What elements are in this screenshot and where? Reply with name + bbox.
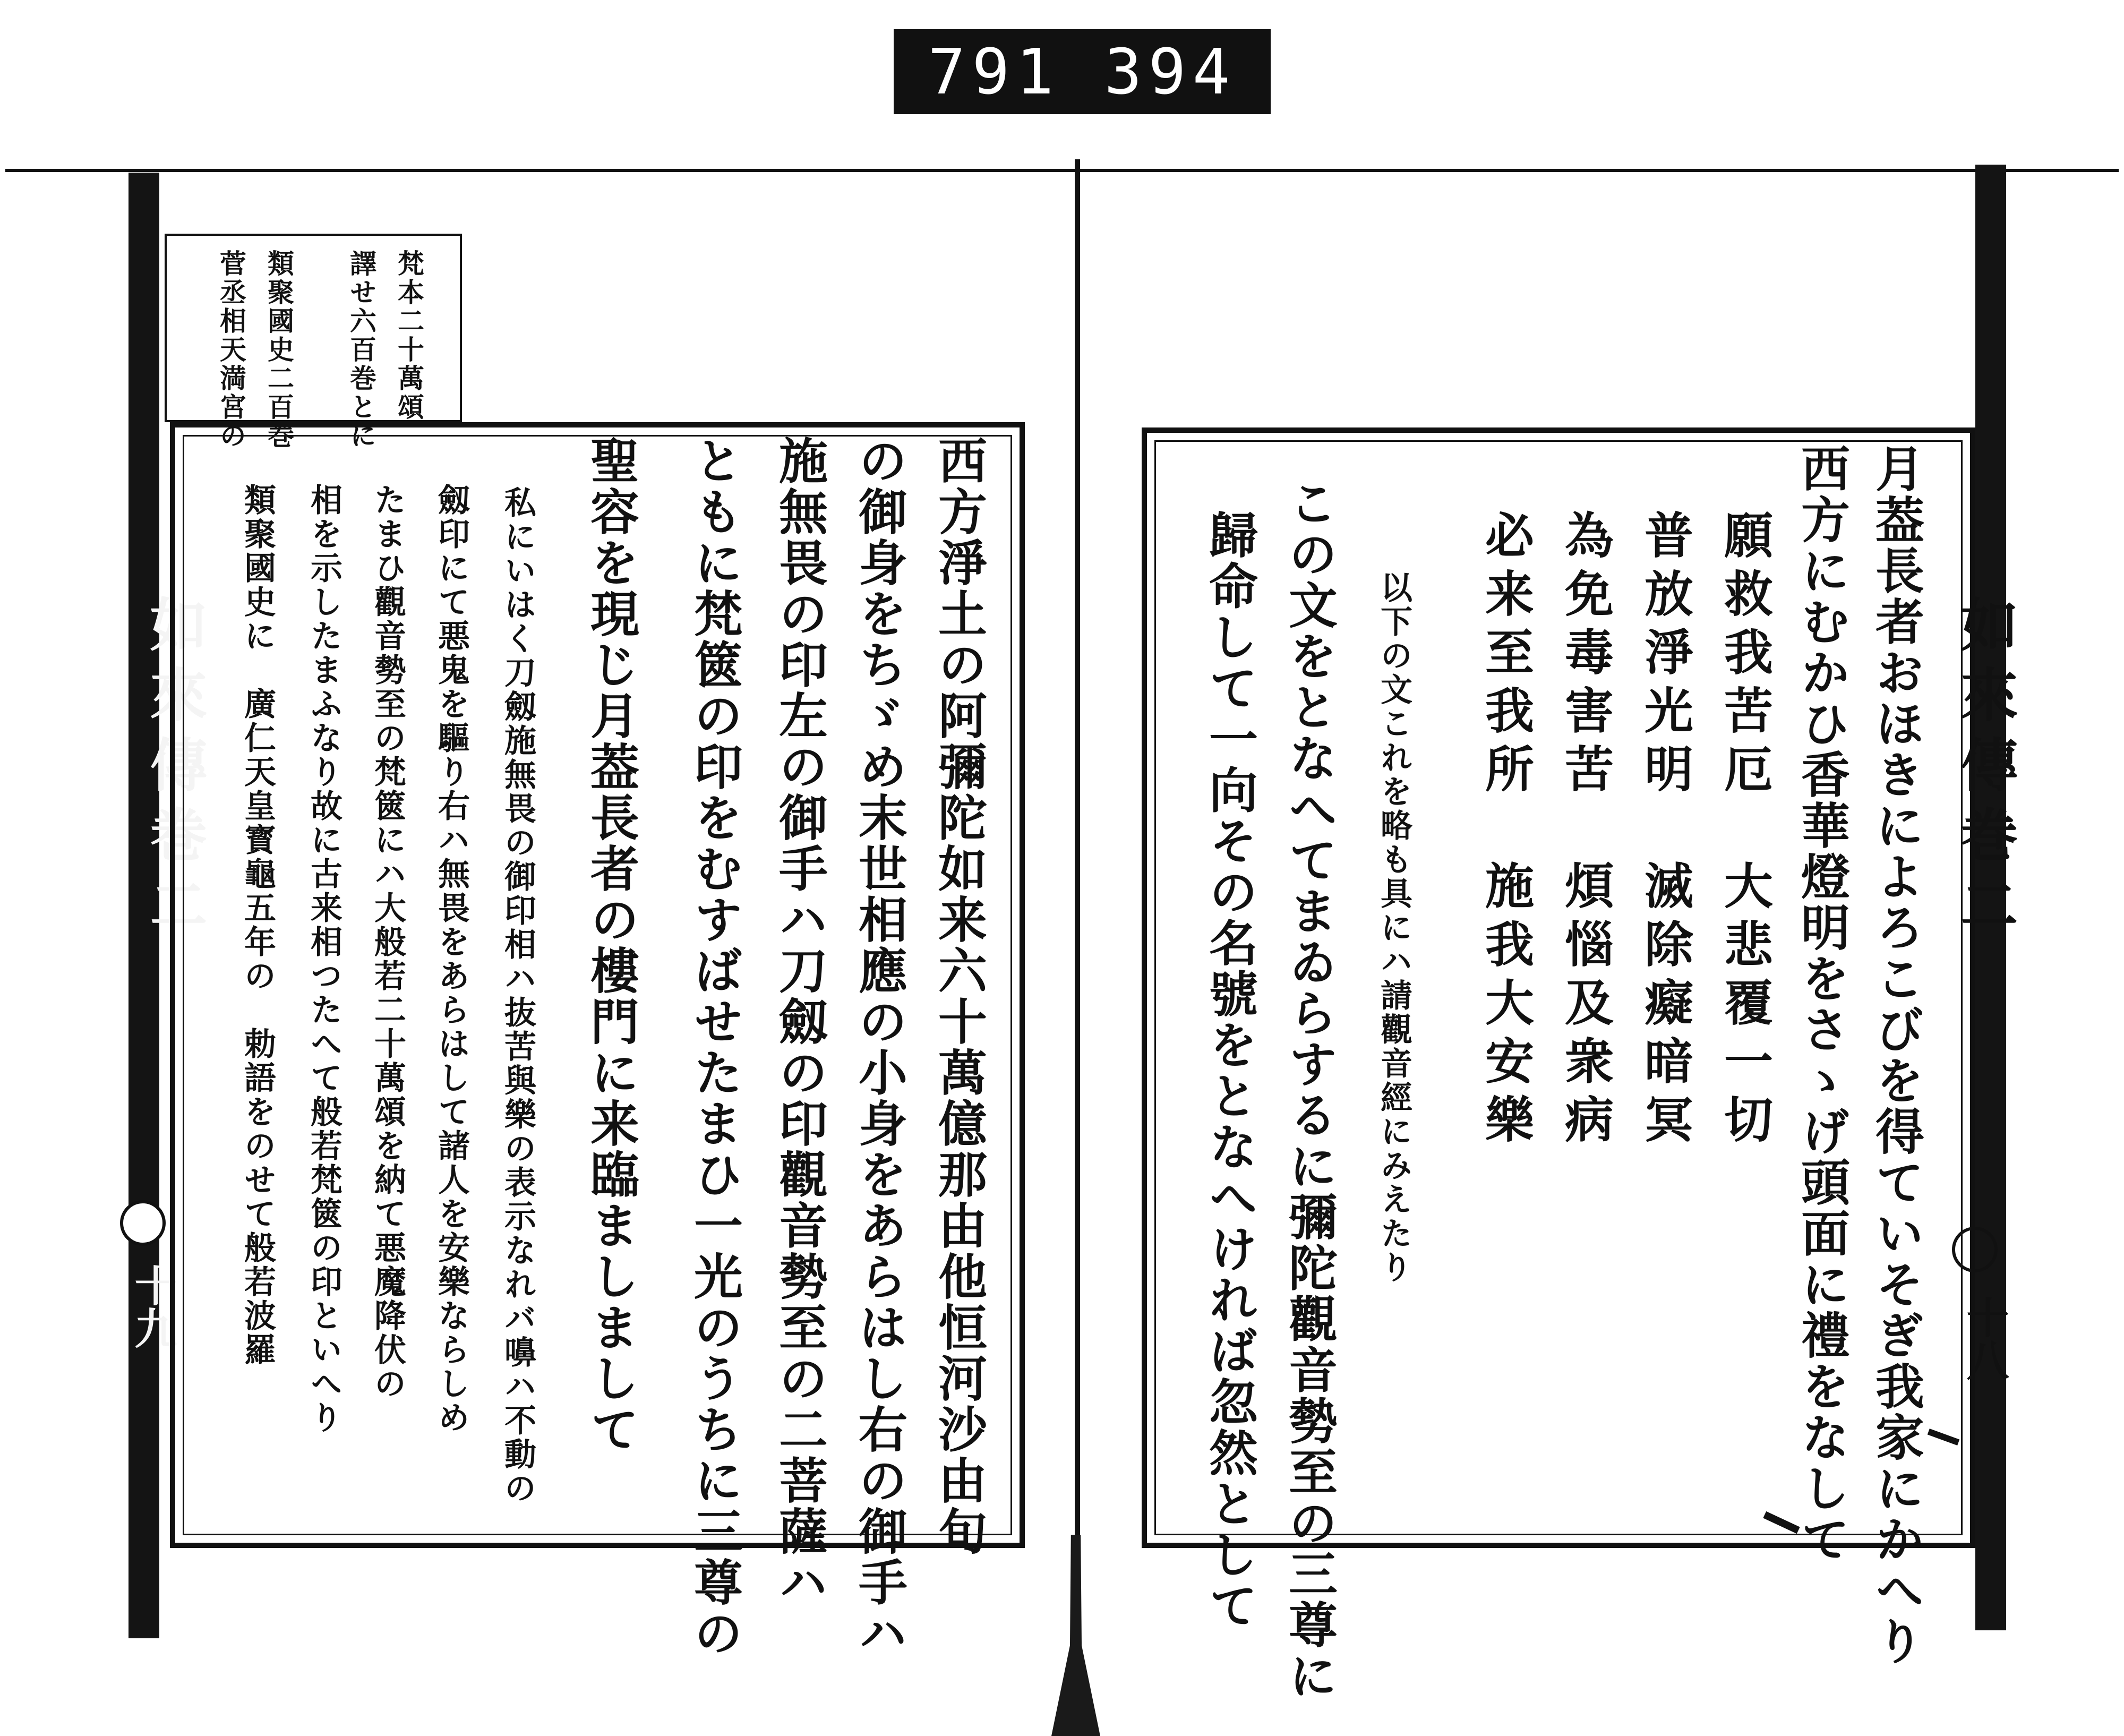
left-text-column-2: の御身をちゞめ末世相應の小身をあらはし右の御手ハ [851, 435, 908, 1659]
commentary-line-3: たまひ觀音勢至の梵篋にハ大般若二十萬頌を納て悪魔降伏の [369, 483, 406, 1401]
right-page-note: 以下の文これを略も具にハ請觀音經にみえたり [1375, 571, 1412, 1285]
marginal-note-line-3: 類聚國史二百巻 [263, 250, 295, 450]
book-spine [1075, 159, 1080, 1736]
commentary-line-1: 私にいはく刀劔施無畏の御印相ハ抜苦與樂の表示なれバ嚊ハ不動の [499, 486, 536, 1506]
left-text-column-3: 施無畏の印左の御手ハ刀劔の印觀音勢至の二菩薩ハ [771, 435, 828, 1608]
catalog-number-label: 791 394 [894, 29, 1271, 114]
commentary-line-5: 類聚國史に 廣仁天皇寳龜五年の 勅語をのせて般若波羅 [239, 483, 276, 1367]
marginal-note-line-2: 譯せ六百巻とに [346, 250, 377, 450]
commentary-line-2: 劔印にて悪鬼を驅り右ハ無畏をあらはして諸人を安樂ならしめ [433, 483, 470, 1435]
verse-line-1: 願救我苦厄 大悲覆一切 [1716, 510, 1774, 1152]
verse-line-2: 普放淨光明 滅除癡暗冥 [1637, 510, 1694, 1152]
commentary-line-4: 相を示したまふなり故に古来相つたへて般若梵篋の印といへり [305, 483, 342, 1435]
right-text-column-4: 歸命して一向その名號をとなへければ忽然として [1201, 510, 1258, 1631]
book-stand [1051, 1535, 1100, 1736]
right-text-column-1: 月葢長者おほきによろこびを得ていそぎ我家にかへり [1868, 443, 1925, 1667]
top-rule-line [5, 169, 2119, 172]
right-folio-number: 十八 [1959, 1296, 2009, 1381]
right-text-column-2: 西方にむかひ香華燈明をさゝげ頭面に禮をなして [1793, 443, 1851, 1565]
right-text-column-3: この文をとなへてまゐらするに彌陀觀音勢至の三尊に [1281, 478, 1338, 1701]
verse-line-3: 為免毒害苦 煩惱及衆病 [1557, 510, 1614, 1152]
right-page-header: 如來傳巻二 [1951, 595, 2018, 945]
left-text-column-1: 西方淨土の阿彌陀如来六十萬億那由他恒河沙由旬 [930, 435, 988, 1557]
left-text-column-5: 聖容を現じ月葢長者の樓門に来臨ましまして [583, 435, 640, 1455]
left-text-column-4: ともに梵篋の印をむすばせたまひ一光のうちに三尊の [686, 435, 743, 1659]
marginal-note-line-4: 菅丞相天満宮の [216, 250, 247, 450]
left-folio-number: 十九 [127, 1264, 177, 1349]
left-folio-circle [120, 1200, 166, 1246]
marginal-note-line-1: 梵本二十萬頌 [393, 250, 425, 422]
left-page-header: 如來傳巻二 [140, 595, 207, 945]
verse-line-4: 必来至我所 施我大安樂 [1477, 510, 1535, 1152]
